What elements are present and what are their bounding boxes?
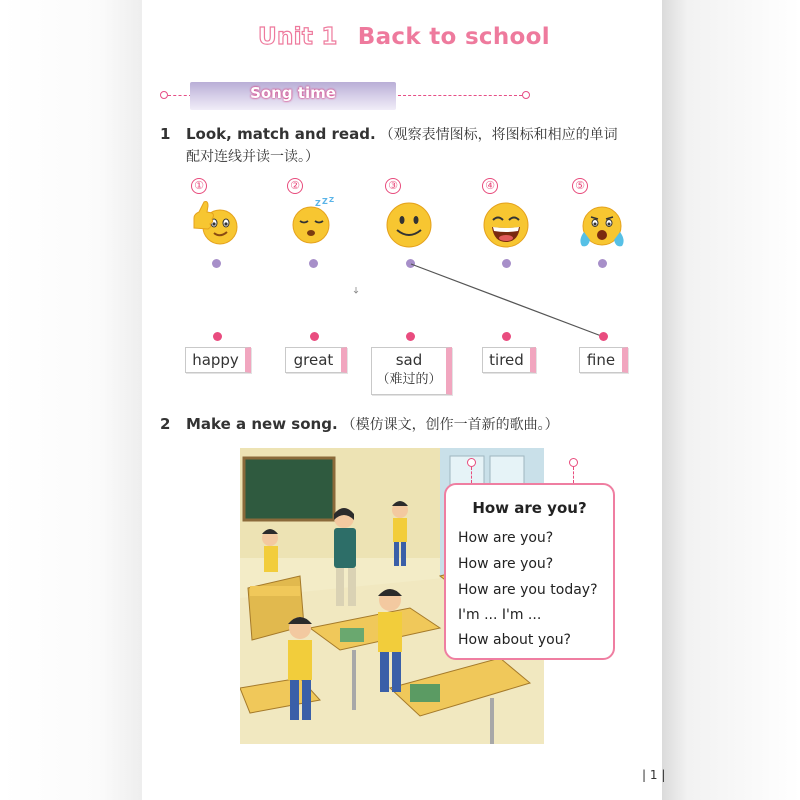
emoji-number-5: ⑤	[572, 178, 588, 194]
emoji-number-4: ④	[482, 178, 498, 194]
question-2-number: 2	[160, 415, 171, 433]
word-dot-1[interactable]	[213, 332, 222, 341]
section-label: Song time	[250, 84, 336, 102]
note-pin-left	[467, 458, 476, 467]
note-stem-left	[471, 467, 472, 483]
word-sad-note: （难过的）	[376, 372, 442, 387]
svg-text:Z: Z	[322, 197, 328, 206]
note-stem-right	[573, 467, 574, 483]
word-sad: sad	[395, 351, 423, 369]
emoji-number-3: ③	[385, 178, 401, 194]
song-lyrics-card	[444, 483, 615, 660]
word-dot-2[interactable]	[310, 332, 319, 341]
song-line-3: How are you today?	[458, 582, 598, 598]
note-pin-right	[569, 458, 578, 467]
word-box-happy: happy	[185, 347, 251, 373]
question-1-instruction-cn: （观察表情图标，将图标和相应的单词	[379, 127, 618, 143]
song-line-5: How about you?	[458, 632, 571, 648]
svg-text:Z: Z	[315, 199, 321, 208]
question-1-instruction-cn-line2: 配对连线并读一读。）	[186, 149, 319, 165]
word-dot-4[interactable]	[502, 332, 511, 341]
word-box-tired: tired	[482, 347, 536, 373]
emoji-number-1: ①	[191, 178, 207, 194]
question-2-text	[186, 413, 646, 436]
page-number: | 1 |	[642, 768, 666, 782]
song-line-4: I'm ... I'm ...	[458, 607, 542, 623]
word-dot-5[interactable]	[599, 332, 608, 341]
word-dot-3[interactable]	[406, 332, 415, 341]
song-title: How are you?	[472, 499, 587, 517]
song-line-1: How are you?	[458, 530, 554, 546]
unit-name: Back to school	[357, 24, 550, 50]
svg-text:Z: Z	[329, 196, 335, 204]
question-1-number: 1	[160, 125, 171, 143]
unit-label: Unit 1	[258, 24, 338, 50]
word-box-great: great	[285, 347, 347, 373]
question-2-instruction: Make a new song.	[186, 415, 338, 433]
song-line-2: How are you?	[458, 556, 554, 572]
emoji-number-2: ②	[287, 178, 303, 194]
word-box-sad	[371, 347, 452, 395]
question-1-instruction: Look, match and read.	[186, 125, 376, 143]
word-box-fine: fine	[579, 347, 628, 373]
page-number-value: 1	[649, 768, 658, 782]
question-2-instruction-cn: （模仿课文，创作一首新的歌曲。）	[341, 417, 559, 433]
